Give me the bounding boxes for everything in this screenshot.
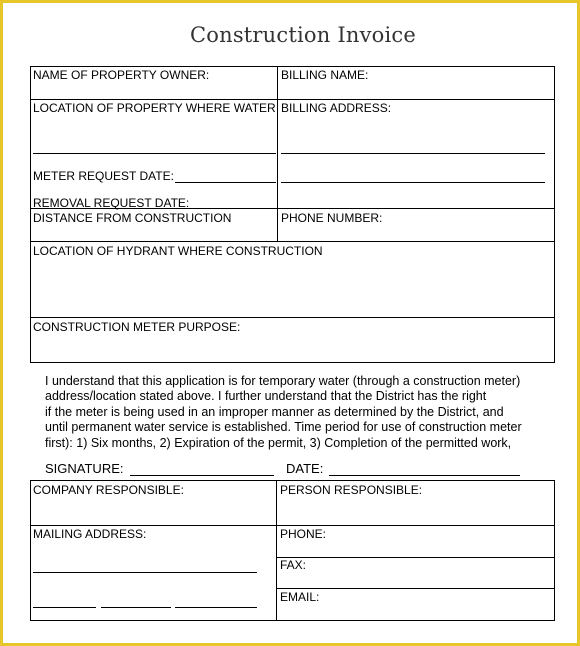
agreement-line: first): 1) Six months, 2) Expiration of the permit, 3) Completion of the permitted work, — [45, 436, 512, 450]
billing-name-label: BILLING NAME: — [281, 68, 369, 82]
table-border-left — [30, 480, 31, 621]
property-location-label: LOCATION OF PROPERTY WHERE WATER — [33, 101, 276, 115]
date-label: DATE: — [286, 461, 324, 476]
table-border-top — [30, 66, 555, 67]
table-border-bottom — [30, 620, 555, 621]
signature-line[interactable] — [130, 475, 274, 476]
phone-label: PHONE: — [280, 527, 327, 541]
agreement-line: if the meter is being used in an improper manner as determined by the District, and — [45, 405, 504, 419]
owner-name-label: NAME OF PROPERTY OWNER: — [33, 68, 210, 82]
company-responsible-label: COMPANY RESPONSIBLE: — [33, 483, 184, 497]
row-divider — [30, 525, 555, 526]
removal-request-date-label: REMOVAL REQUEST DATE: — [33, 196, 190, 210]
property-location-line[interactable] — [33, 153, 276, 154]
distance-label: DISTANCE FROM CONSTRUCTION — [33, 211, 232, 225]
table-border-right — [554, 480, 555, 621]
hydrant-location-label: LOCATION OF HYDRANT WHERE CONSTRUCTION — [33, 244, 323, 258]
zip-line[interactable] — [175, 607, 257, 608]
city-line[interactable] — [33, 607, 96, 608]
row-divider — [30, 241, 555, 242]
meter-request-date-line[interactable] — [175, 182, 276, 183]
column-divider-top — [277, 66, 278, 241]
state-line[interactable] — [101, 607, 171, 608]
billing-address-line-1[interactable] — [281, 153, 545, 154]
billing-address-line-2[interactable] — [281, 182, 545, 183]
mailing-address-line[interactable] — [33, 572, 257, 573]
row-divider — [276, 557, 555, 558]
signature-label: SIGNATURE: — [45, 461, 124, 476]
agreement-line: I understand that this application is for temporary water (through a construction meter) — [45, 374, 521, 388]
mailing-address-label: MAILING ADDRESS: — [33, 527, 147, 541]
date-line[interactable] — [329, 475, 520, 476]
phone-number-label: PHONE NUMBER: — [281, 211, 383, 225]
form-title: Construction Invoice — [189, 23, 416, 47]
person-responsible-label: PERSON RESPONSIBLE: — [280, 483, 423, 497]
row-divider — [30, 317, 555, 318]
meter-request-date-label: METER REQUEST DATE: — [33, 169, 174, 183]
fax-label: FAX: — [280, 558, 307, 572]
billing-address-label: BILLING ADDRESS: — [281, 101, 392, 115]
agreement-line: until permanent water service is established. Time period for use of construction meter — [45, 420, 522, 434]
row-divider — [30, 99, 555, 100]
table-border-top — [30, 480, 555, 481]
column-divider-bottom — [276, 480, 277, 621]
email-label: EMAIL: — [280, 590, 320, 604]
row-divider — [276, 588, 555, 589]
meter-purpose-label: CONSTRUCTION METER PURPOSE: — [33, 320, 241, 334]
row-divider — [30, 362, 555, 363]
agreement-line: address/location stated above. I further understand that the District has the right — [45, 389, 487, 403]
